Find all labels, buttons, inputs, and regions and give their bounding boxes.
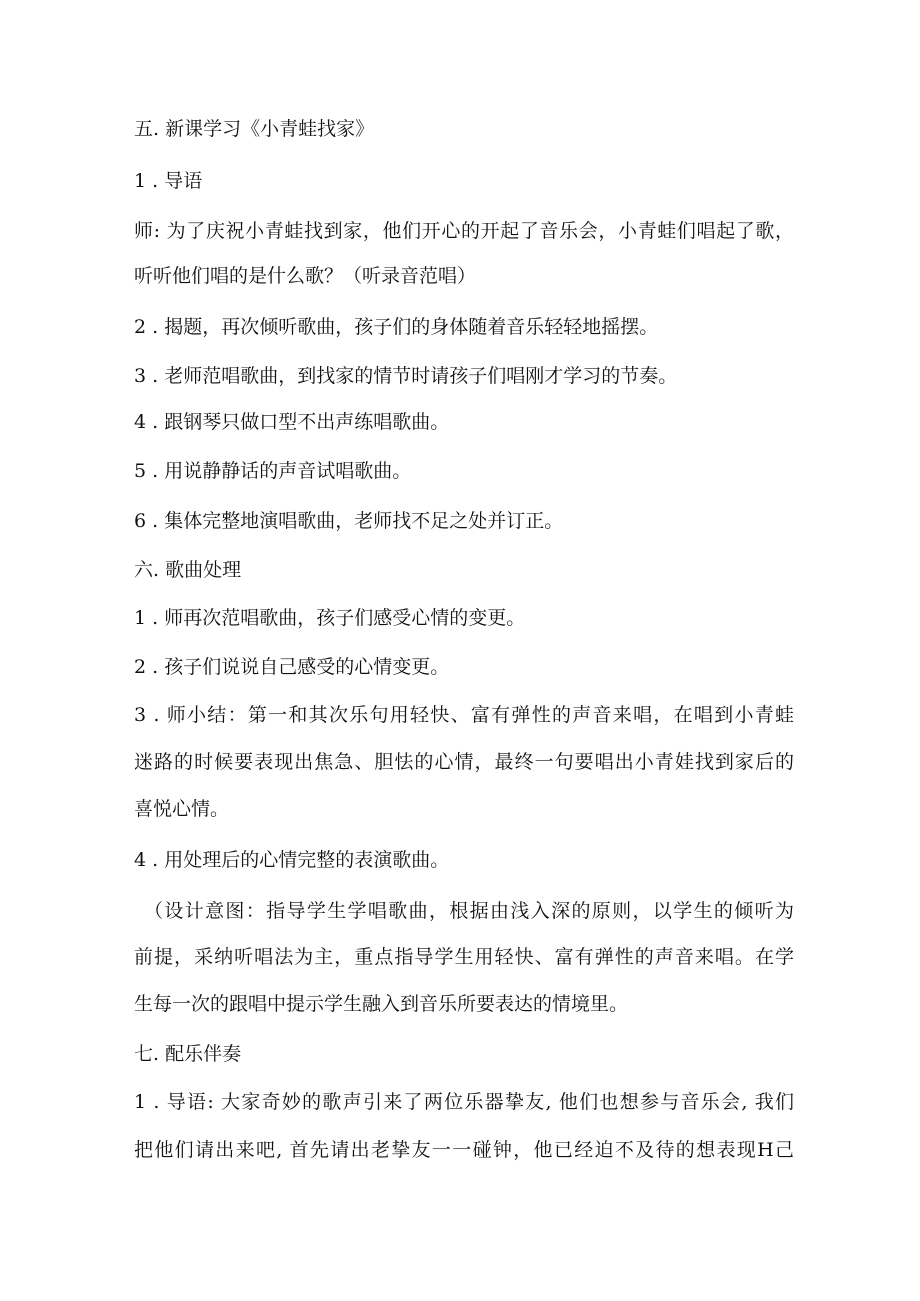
paragraph-line: 1 . 导语: [134, 170, 203, 192]
design-intent-line: 前提，采纳听唱法为主，重点指导学生用轻快、富有弹性的声音来唱。在学: [134, 946, 794, 968]
paragraph-line: 听听他们唱的是什么歌？（听录音范唱）: [134, 265, 477, 287]
section-heading-7: 七. 配乐伴奏: [134, 1043, 242, 1065]
section-heading-5: 五. 新课学习《小青蛙找家》: [134, 118, 375, 140]
paragraph-line: 3 . 老师范唱歌曲，到找家的情节时请孩子们唱刚才学习的节奏。: [134, 365, 678, 387]
paragraph-line: 喜悦心情。: [134, 798, 230, 820]
paragraph-line: 1 . 导语: 大家奇妙的歌声引来了两位乐器挚友, 他们也想参与音乐会, 我们: [134, 1091, 794, 1113]
paragraph-line: 迷路的时候要表现出焦急、胆怯的心情，最终一句要唱出小青娃找到家后的: [134, 751, 794, 773]
paragraph-line: 2 . 孩子们说说自己感受的心情变更。: [134, 656, 450, 678]
paragraph-line: 2 . 揭题，再次倾听歌曲，孩子们的身体随着音乐轻轻地摇摆。: [134, 316, 659, 338]
design-intent-line: （设计意图：指导学生学唱歌曲，根据由浅入深的原则，以学生的倾听为: [144, 900, 794, 922]
design-intent-line: 生每一次的跟唱中提示学生融入到音乐所要表达的情境里。: [134, 993, 629, 1015]
paragraph-line: 4 . 用处理后的心情完整的表演歌曲。: [134, 849, 450, 871]
paragraph-line: 5 . 用说静静话的声音试唱歌曲。: [134, 460, 412, 482]
paragraph-line: 师: 为了庆祝小青蛙找到家，他们开心的开起了音乐会，小青蛙们唱起了歌，: [134, 220, 794, 242]
paragraph-line: 4 . 跟钢琴只做口型不出声练唱歌曲。: [134, 411, 450, 433]
section-heading-6: 六. 歌曲处理: [134, 559, 242, 581]
paragraph-line: 3 . 师小结：第一和其次乐句用轻快、富有弹性的声音来唱，在唱到小青蛙: [134, 704, 794, 726]
paragraph-line: 6 . 集体完整地演唱歌曲，老师找不足之处并订正。: [134, 510, 564, 532]
paragraph-line: 1 . 师再次范唱歌曲，孩子们感受心情的变更。: [134, 607, 526, 629]
paragraph-line: 把他们请出来吧, 首先请出老挚友一一碰钟，他已经迫不及待的想表现H己: [134, 1139, 794, 1161]
